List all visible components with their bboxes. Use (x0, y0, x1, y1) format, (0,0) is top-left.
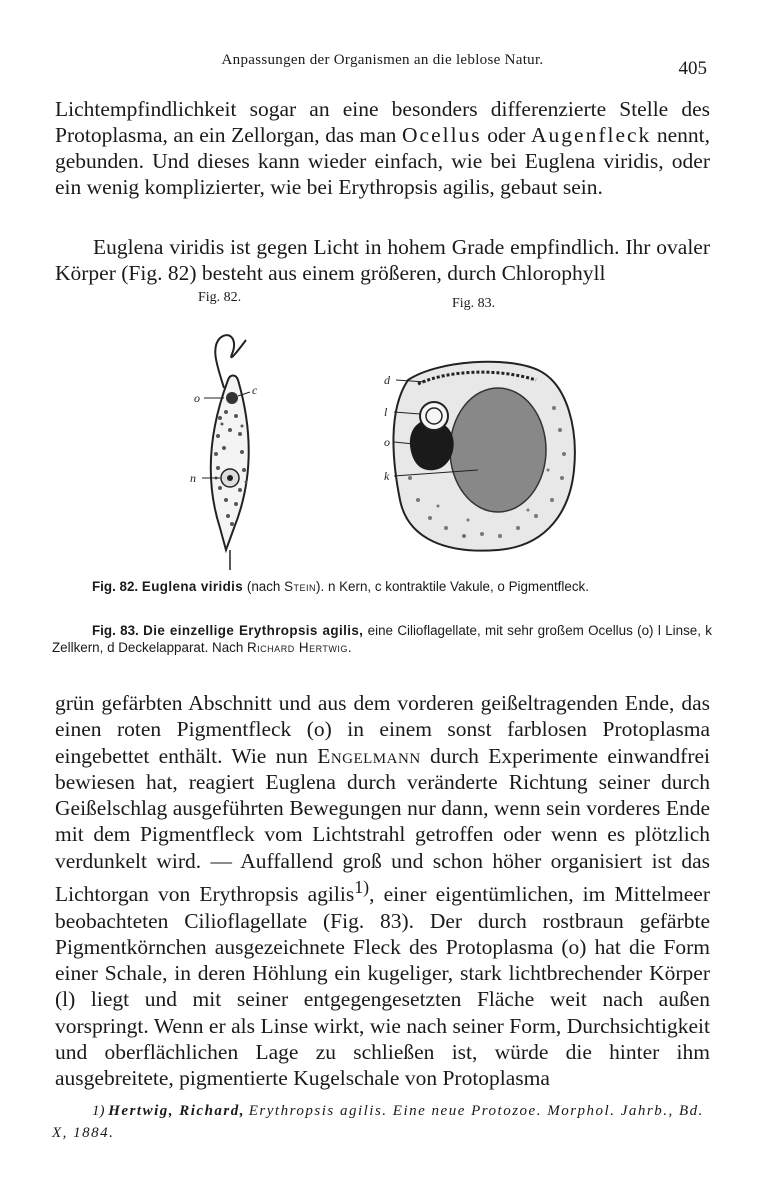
fig83-label: Fig. 83. (452, 296, 496, 311)
footnote (52, 1100, 712, 1144)
fig82-caption-a: (nach (246, 579, 281, 594)
fig82-caption (52, 578, 712, 595)
fig83-caption-a: eine Cilioflagellate, mit sehr großem Ocellus (o) l Linse, k Zellkern, d Deckelapparat. Nach (52, 623, 712, 655)
footnote-author: Hertwig, Richard, (108, 1103, 246, 1119)
paragraph-2: Euglena viridis ist gegen Licht in hohem Grade empfindlich. Ihr ovaler Körper (Fig. 82) besteht aus einem größeren, durch Chlorophyll (55, 235, 710, 285)
fig82-letter-o: o (194, 391, 200, 405)
fig82-caption-stein: Stein (284, 579, 317, 594)
fig82-caption-b: ). n Kern, c kontraktile Vakule, o Pigmentfleck. (316, 579, 589, 594)
erythropsis-lens (420, 402, 448, 430)
term-ocellus: Ocellus (402, 123, 482, 147)
page-number: 405 (678, 58, 707, 79)
fig82-letter-n: n (190, 471, 196, 485)
erythropsis-nucleus (450, 388, 546, 512)
paragraph-1-text: Lichtempfindlichkeit sogar an eine besonders differenzierte Stelle des Protoplasma, an ein Zellorgan, das man (55, 97, 710, 147)
fig83-erythropsis-illustration (378, 350, 588, 560)
paragraph-1 (55, 96, 710, 200)
fig82-caption-title: Euglena viridis (141, 579, 244, 594)
paragraph-3-c: , einer eigentümlichen, im Mittelmeer beobachteten Cilioflagellate (Fig. 83). Der durch rostbraun gefärbte Pigmentkörnchen ausgezeichnete Fleck des Protoplasma (o) hat die Form einer Schale, in deren Höhlung ein kugeliger, stark lichtbrechender Körper (l) liegt und mit seiner entgegengesetzten Fläche weit nach außen vorspringt. Wenn er als Linse wirkt, wie nach seiner Form, Durchsichtigkeit und oberflächlichen Lage zu schließen ist, würde die hinter ihm ausgebreitete, pigmentierte Kugelschale von Protoplasma (55, 882, 710, 1091)
fig83-letter-l: l (384, 405, 388, 419)
fig83-caption-label: Fig. 83. (92, 623, 139, 638)
paragraph-1-end: nennt, gebunden. Und dieses kann wieder einfach, wie bei Euglena viridis, oder ein wenig komplizierter, wie bei Erythropsis agilis, gebaut sein. (55, 123, 711, 199)
running-head: Anpassungen der Organismen an die leblose Natur. (221, 52, 544, 68)
footnote-marker: 1) (92, 1103, 105, 1119)
paragraph-3-b: durch Experimente einwandfrei bewiesen hat, reagiert Euglena durch veränderte Richtung seiner durch Geißelschlag ausgeführten Bewegungen nur dann, wenn sein vorderes Ende mit dem Pigmentfleck vom Lichtstrahl getroffen oder wenn es plötzlich verdunkelt wird. — Auffallend groß und schon höher organisiert ist das Lichtorgan von Erythropsis agilis (55, 743, 711, 907)
fig83-caption-hertwig: Richard Hertwig. (247, 640, 353, 655)
fig83-letter-o: o (384, 435, 390, 449)
footnote-reference: Erythropsis agilis. Eine neue Protozoe. Morphol. Jahrb., Bd. X, 1884. (52, 1103, 704, 1141)
fig82-euglena-illustration (180, 318, 280, 573)
fig83-caption-title: Die einzellige Erythropsis agilis, (143, 623, 364, 638)
fig83-caption (52, 622, 712, 656)
paragraph-3-a: grün gefärbten Abschnitt und aus dem vorderen geißeltragenden Ende, das einen roten Pigmentfleck (o) in einem sonst farblosen Protoplasma eingebettet enthält. Wie nun (55, 691, 710, 768)
name-engelmann: Engelmann (317, 743, 421, 768)
euglena-nucleolus (227, 475, 233, 481)
fig83-letter-k: k (384, 469, 390, 483)
footnote-ref[interactable]: 1) (354, 877, 370, 898)
euglena-pigment-spot (226, 392, 238, 404)
fig83-letter-d: d (384, 373, 390, 387)
fig82-caption-label: Fig. 82. (92, 579, 139, 594)
fig82-letter-c: c (252, 383, 258, 397)
paragraph-1-or: oder (487, 123, 526, 147)
fig82-label: Fig. 82. (198, 290, 242, 305)
paragraph-3 (55, 690, 710, 1092)
term-augenfleck: Augenfleck (531, 123, 652, 147)
